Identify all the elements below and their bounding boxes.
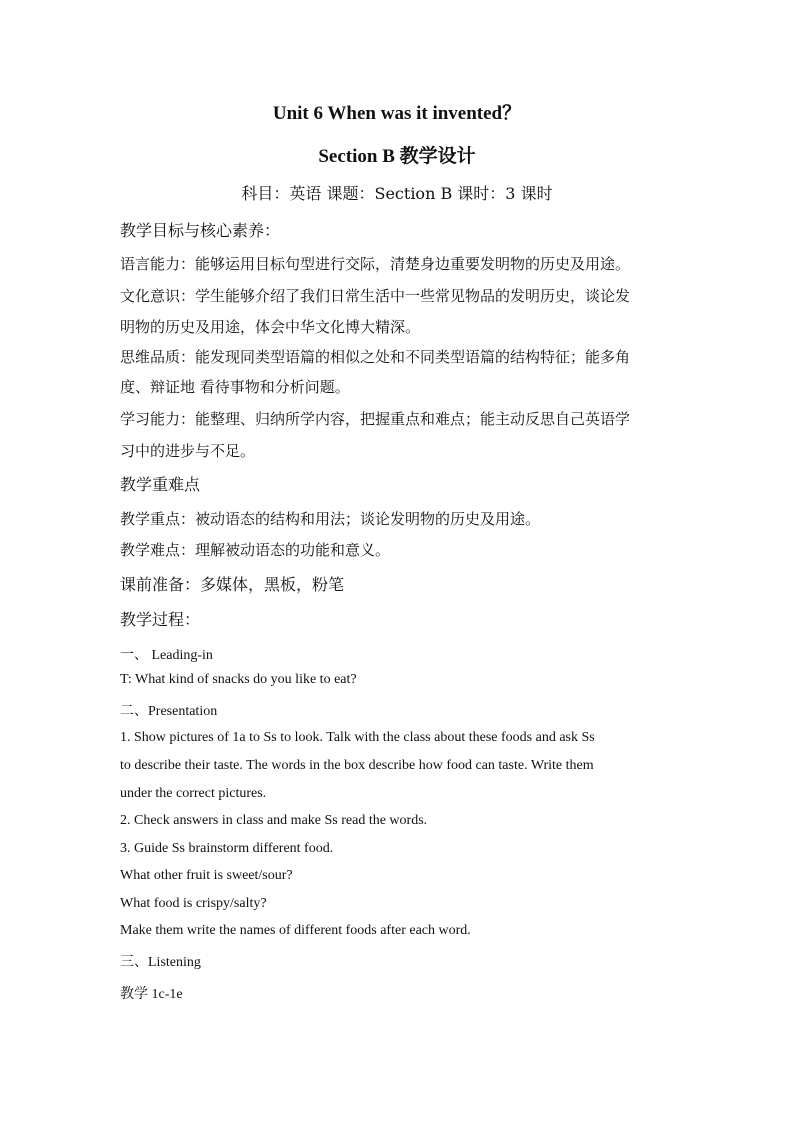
step2-line5: 3. Guide Ss brainstorm different food. <box>120 841 334 856</box>
step3-title: 三、Listening <box>120 955 201 970</box>
course-meta: 科目：英语 课题：Section B 课时：3 课时 <box>241 184 553 203</box>
goal-learning-line2: 习中的进步与不足。 <box>120 442 256 460</box>
step2-line2: to describe their taste. The words in the box describe how food can taste. Write them <box>120 758 594 773</box>
goal-learning-line1: 学习能力：能整理、归纳所学内容，把握重点和难点；能主动反思自己英语学 <box>120 410 631 428</box>
preparation: 课前准备：多媒体，黑板，粉笔 <box>120 575 345 594</box>
step2-title: 二、Presentation <box>120 704 218 719</box>
goal-culture-line2: 明物的历史及用途，体会中华文化博大精深。 <box>120 318 421 336</box>
step2-line3: under the correct pictures. <box>120 786 267 801</box>
goals-heading: 教学目标与核心素养： <box>120 221 281 240</box>
step2-line4: 2. Check answers in class and make Ss read the words. <box>120 813 428 828</box>
section-title: Section B 教学设计 <box>318 146 476 167</box>
step2-line8: Make them write the names of different foods after each word. <box>120 923 471 938</box>
goal-thinking-line1: 思维品质：能发现同类型语篇的相似之处和不同类型语篇的结构特征；能多角 <box>120 348 631 366</box>
difficult-point: 教学难点：理解被动语态的功能和意义。 <box>120 541 391 559</box>
unit-title: Unit 6 When was it invented？ <box>272 103 522 124</box>
step1-line: T: What kind of snacks do you like to eat? <box>120 672 357 687</box>
step1-title: 一、 Leading-in <box>120 648 213 663</box>
key-point: 教学重点：被动语态的结构和用法；谈论发明物的历史及用途。 <box>120 510 541 528</box>
key-heading: 教学重难点 <box>120 475 201 494</box>
process-heading: 教学过程： <box>120 610 201 629</box>
goal-language: 语言能力：能够运用目标句型进行交际，清楚身边重要发明物的历史及用途。 <box>120 255 631 273</box>
goal-culture-line1: 文化意识：学生能够介绍了我们日常生活中一些常见物品的发明历史，谈论发 <box>120 287 631 305</box>
step3-line: 教学 1c-1e <box>120 987 183 1002</box>
step2-line1: 1. Show pictures of 1a to Ss to look. Talk with the class about these foods and ask Ss <box>120 730 595 745</box>
step2-line7: What food is crispy/salty? <box>120 896 267 911</box>
step2-line6: What other fruit is sweet/sour? <box>120 868 293 883</box>
goal-thinking-line2: 度、辩证地 看待事物和分析问题。 <box>120 378 350 396</box>
